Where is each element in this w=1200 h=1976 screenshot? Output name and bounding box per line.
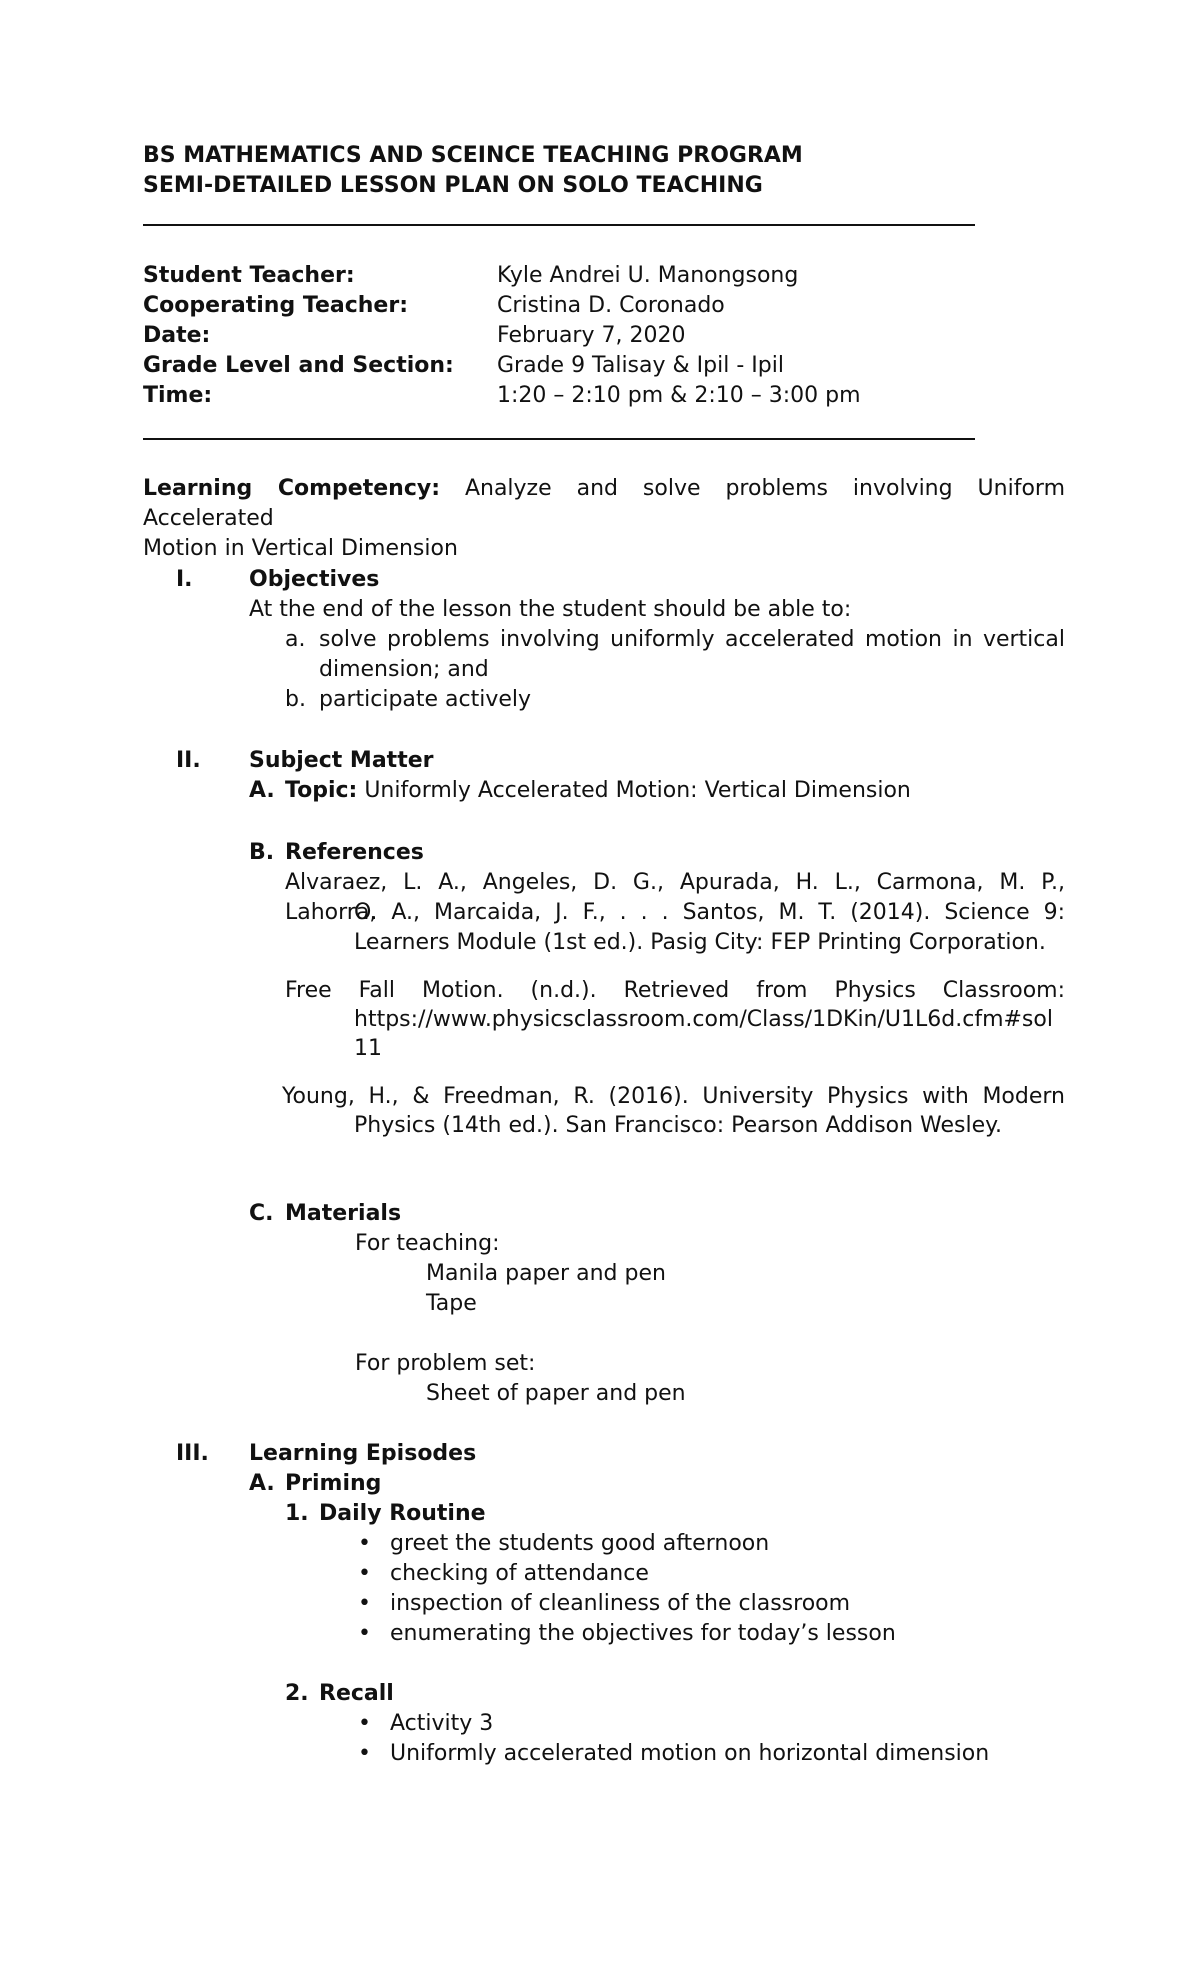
problem-item-1: Sheet of paper and pen	[426, 1381, 686, 1406]
references-title: References	[285, 840, 424, 865]
topic-text: Uniformly Accelerated Motion: Vertical Dimension	[364, 778, 911, 803]
recall-item-2: Uniformly accelerated motion on horizontal dimension	[390, 1741, 990, 1766]
episodes-title: Learning Episodes	[249, 1441, 477, 1466]
reference-3-line2: Physics (14th ed.). San Francisco: Pearson Addison Wesley.	[354, 1113, 1003, 1138]
student-teacher-value: Kyle Andrei U. Manongsong	[497, 263, 799, 288]
priming-title: Priming	[285, 1471, 382, 1496]
for-teaching-label: For teaching:	[355, 1231, 500, 1256]
recall-marker: 2.	[285, 1681, 309, 1706]
bullet: •	[358, 1591, 371, 1616]
competency-text-line1: Analyze and solve problems involving Uniform Accelerated	[143, 476, 1065, 531]
objectives-intro: At the end of the lesson the student should be able to:	[249, 597, 852, 622]
bullet: •	[358, 1711, 371, 1736]
program-title: BS MATHEMATICS AND SCEINCE TEACHING PROGRAM	[143, 143, 803, 168]
divider-bottom	[143, 438, 975, 440]
for-problem-set-label: For problem set:	[355, 1351, 536, 1376]
topic-label: Topic:	[285, 778, 358, 803]
reference-2-line1: Free Fall Motion. (n.d.). Retrieved from Physics Classroom:	[285, 978, 1065, 1003]
bullet: •	[358, 1561, 371, 1586]
date-label: Date:	[143, 323, 211, 348]
divider-top	[143, 224, 975, 226]
lesson-plan-title: SEMI-DETAILED LESSON PLAN ON SOLO TEACHING	[143, 173, 763, 198]
objectives-numeral: I.	[176, 567, 193, 592]
subject-numeral: II.	[176, 748, 201, 773]
objective-b-line1: participate actively	[319, 687, 532, 712]
reference-1-line2: O. A., Marcaida, J. F., . . . Santos, M. T. (2014). Science 9:	[354, 900, 1065, 925]
grade-section-value: Grade 9 Talisay & Ipil - Ipil	[497, 353, 784, 378]
reference-2-url: https://www.physicsclassroom.com/Class/1DKin/U1L6d.cfm#sol	[354, 1007, 1053, 1032]
objective-b-marker: b.	[285, 687, 306, 712]
bullet: •	[358, 1741, 371, 1766]
reference-1-line3: Learners Module (1st ed.). Pasig City: FEP Printing Corporation.	[354, 930, 1046, 955]
priming-marker: A.	[249, 1471, 275, 1496]
objective-a-line1: solve problems involving uniformly accelerated motion in vertical	[319, 627, 1065, 652]
objective-a-marker: a.	[285, 627, 306, 652]
routine-item-4: enumerating the objectives for today’s lesson	[390, 1621, 896, 1646]
reference-2-line3: 11	[354, 1036, 382, 1061]
reference-3-line1: Young, H., & Freedman, R. (2016). University Physics with Modern	[282, 1084, 1065, 1109]
materials-title: Materials	[285, 1201, 402, 1226]
learning-competency	[143, 474, 1065, 564]
topic-marker: A.	[249, 778, 275, 803]
cooperating-teacher-label: Cooperating Teacher:	[143, 293, 408, 318]
bullet: •	[358, 1531, 371, 1556]
recall-item-1: Activity 3	[390, 1711, 494, 1736]
routine-marker: 1.	[285, 1501, 309, 1526]
competency-text-line2: Motion in Vertical Dimension	[143, 536, 458, 561]
bullet: •	[358, 1621, 371, 1646]
routine-title: Daily Routine	[319, 1501, 486, 1526]
topic-line	[285, 776, 911, 806]
competency-label: Learning Competency:	[143, 476, 440, 501]
references-marker: B.	[249, 840, 275, 865]
recall-title: Recall	[319, 1681, 394, 1706]
reference-1-line1: Alvaraez, L. A., Angeles, D. G., Apurada, H. L., Carmona, M. P., Lahorra,	[285, 870, 1065, 925]
objectives-title: Objectives	[249, 567, 380, 592]
materials-marker: C.	[249, 1201, 274, 1226]
routine-item-2: checking of attendance	[390, 1561, 649, 1586]
routine-item-1: greet the students good afternoon	[390, 1531, 770, 1556]
teaching-item-2: Tape	[426, 1291, 477, 1316]
time-value: 1:20 – 2:10 pm & 2:10 – 3:00 pm	[497, 383, 861, 408]
student-teacher-label: Student Teacher:	[143, 263, 355, 288]
date-value: February 7, 2020	[497, 323, 686, 348]
grade-section-label: Grade Level and Section:	[143, 353, 454, 378]
subject-title: Subject Matter	[249, 748, 434, 773]
cooperating-teacher-value: Cristina D. Coronado	[497, 293, 725, 318]
time-label: Time:	[143, 383, 213, 408]
objective-a-line2: dimension; and	[319, 657, 489, 682]
routine-item-3: inspection of cleanliness of the classroom	[390, 1591, 851, 1616]
teaching-item-1: Manila paper and pen	[426, 1261, 666, 1286]
episodes-numeral: III.	[176, 1441, 209, 1466]
